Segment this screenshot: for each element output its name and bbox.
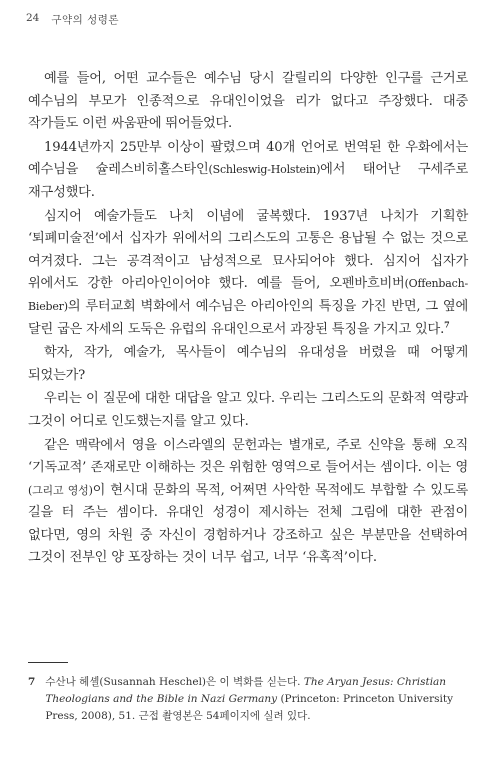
paragraph-3-text-c: 의 루터교회 벽화에서 예수님은 아리아인의 특징을 가진 반면, 그 옆에 달린 굽은 자세의 도둑은 유럽의 유대인으로서 과장된 특징을 가지고 있다. [28,298,468,337]
paragraph-6-text-a: 같은 맥락에서 영을 이스라엘의 문헌과는 별개로, 주로 신약을 통해 오직 ‘기독교적’ 존재로만 이해하는 것은 위험한 영역으로 들어서는 셈이다. 이는 영 [28,437,468,476]
paragraph-2-text-c: 에서 태어난 구세주로 재구성했다. [28,162,469,200]
footnote-reference[interactable]: 7 [444,319,450,330]
footnote-divider [28,662,68,663]
footnote-text-b: (Princeton: Princeton University Press, 2008), 51. 근접 촬영본은 54페이지에 실려 있다. [45,693,453,722]
paragraph-3-text-b: (Offenbach-Bieber) [28,277,468,313]
paragraph-6 [28,435,468,571]
paragraph-1: 예를 들어, 어떤 교수들은 예수님 당시 갈릴리의 다양한 인구를 근거로 예수님의 부모가 인종적으로 유대인이었을 리가 없다고 주장했다. 대중 작가들도 이런 싸움판에 뛰어들었다. [28,71,468,132]
paragraph-6-text-b: (그리고 영성) [28,483,93,497]
running-title: 구약의 성령론 [51,14,120,26]
paragraph-6-text-c: 이 현시대 문화의 목적, 어쩌면 사악한 목적에도 부합할 수 있도록 길을 터 주는 셈이다. 유대인 성경이 제시하는 전체 그림에 대한 관점이 없다면, 영의 차원 중 자신이 경험하거나 강조하고 싶은 부분만을 선택하여 그것이 전부인 양 포장하는 것이 너무 쉽고, 너무 ‘유혹적’이다. [28,482,468,566]
paragraph-4: 학자, 작가, 예술가, 목사들이 예수님의 유대성을 버렸을 때 어떻게 되었는가? [28,345,468,383]
footnote-book-title: The Aryan Jesus: Christian Theologians and the Bible in Nazi Germany [45,676,447,705]
body-text [28,68,468,571]
paragraph-3-text-a: 심지어 예술가들도 나치 이념에 굴복했다. 1937년 나치가 기획한 ‘퇴폐미술전’에서 십자가 위에서의 그리스도의 고통은 용납될 수 없는 것으로 여겨졌다. 그는 공격적이고 남성적으로 묘사되어야 했다. 심지어 십자가 위에서도 강한 아리아인이어야 했다. 예를 들어, 오펜바흐비버 [28,208,468,292]
footnote-number: 7 [28,676,36,688]
paragraph-2-text-a: 1944년까지 25만부 이상이 팔렸으며 40개 언어로 번역된 한 우화에서는 예수님을 슐레스비히홀스타인 [28,139,468,178]
page-number: 24 [26,12,40,24]
paragraph-2 [28,137,468,205]
paragraph-2-text-b: (Schleswig-Holstein) [208,163,321,177]
footnote-text-a: 수산나 헤셸(Susannah Heschel)은 이 벽화를 싣는다. [45,676,304,688]
footnote [28,674,468,725]
page-header [26,12,119,27]
paragraph-5: 우리는 이 질문에 대한 대답을 알고 있다. 우리는 그리스도의 문화적 역량과 그것이 어디로 인도했는지를 알고 있다. [28,391,468,429]
paragraph-3 [28,206,468,342]
footnote-text [45,674,468,725]
